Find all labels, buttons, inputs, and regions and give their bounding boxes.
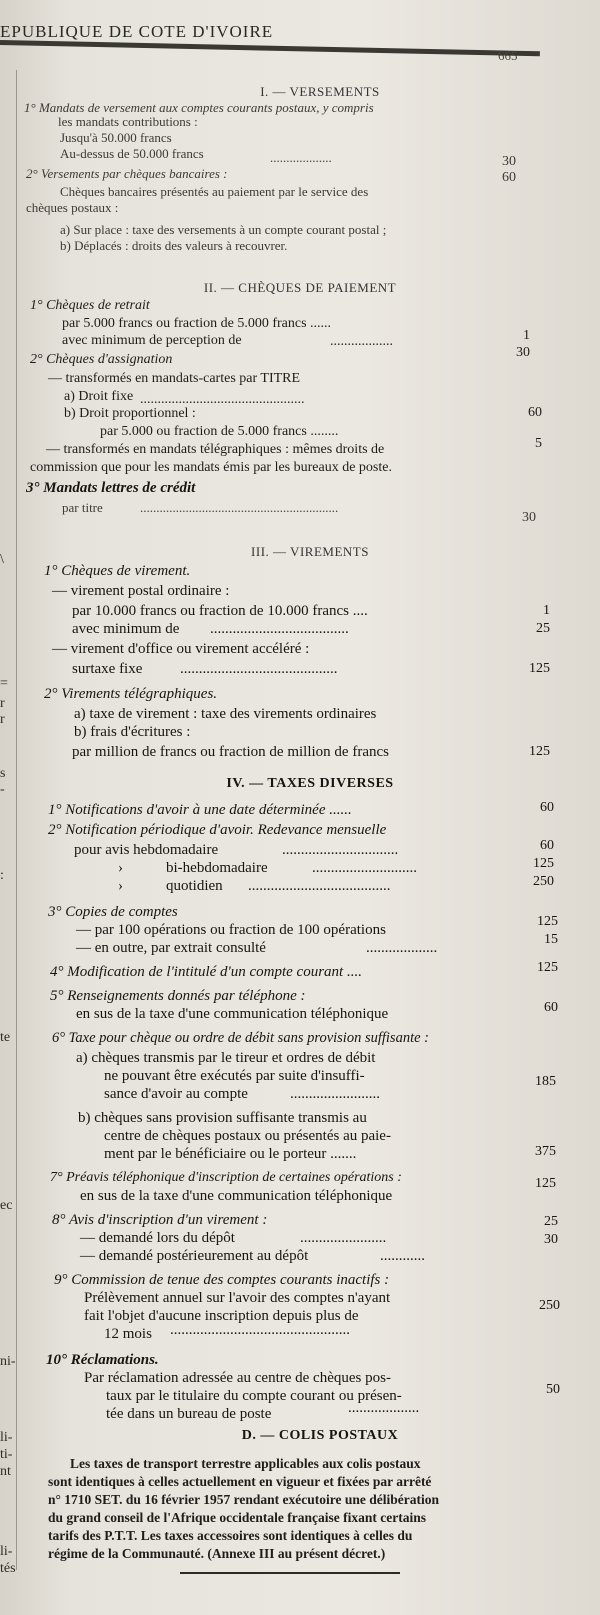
leader-dots: ........................ xyxy=(290,1086,380,1102)
paragraph-line: tarifs des P.T.T. Les taxes accessoires sont identiques à celles du xyxy=(48,1528,413,1543)
closing-rule xyxy=(180,1572,400,1574)
leader-dots: ....................... xyxy=(300,1230,387,1246)
text-line: 1° Mandats de versement aux comptes courants postaux, y compris xyxy=(24,100,374,115)
text-line: b) Droit proportionnel : xyxy=(64,406,196,421)
margin-fragment: r xyxy=(0,712,5,727)
text-line: 9° Commission de tenue des comptes courants inactifs : xyxy=(54,1272,390,1288)
bullet-mark: › xyxy=(118,878,123,894)
paragraph-line: sont identiques à celles actuellement en vigueur et fixées par arrêté xyxy=(48,1474,432,1489)
text-line: ne pouvant être exécutés par suite d'insuffi- xyxy=(104,1068,365,1084)
leader-dots: ............................... xyxy=(282,842,399,858)
text-line: — demandé postérieurement au dépôt xyxy=(80,1248,309,1264)
tariff-value: 60 xyxy=(540,800,554,815)
margin-fragment: nt xyxy=(0,1464,11,1479)
section-title-cheques-paiement: II. — CHÈQUES DE PAIEMENT xyxy=(203,280,397,295)
paragraph-line: n° 1710 SET. du 16 février 1957 rendant exécutoire une délibération xyxy=(48,1492,440,1507)
text-line: Au-dessus de 50.000 francs xyxy=(60,146,204,161)
text-line: 2° Versements par chèques bancaires : xyxy=(26,166,228,181)
text-line: Prélèvement annuel sur l'avoir des comptes n'ayant xyxy=(84,1290,391,1306)
tariff-value: 30 xyxy=(502,154,516,169)
text-line: par 10.000 francs ou fraction de 10.000 francs .... xyxy=(72,603,368,619)
text-line: 5° Renseignements donnés par téléphone : xyxy=(50,988,306,1004)
leader-dots: .......................................... xyxy=(180,661,338,677)
text-line: en sus de la taxe d'une communication téléphonique xyxy=(76,1006,389,1022)
text-line: a) Sur place : taxe des versements à un compte courant postal ; xyxy=(60,222,387,237)
text-line: ment par le bénéficiaire ou le porteur ....... xyxy=(104,1146,357,1162)
text-line: — virement d'office ou virement accéléré : xyxy=(52,641,310,657)
tariff-value: 60 xyxy=(502,170,516,185)
bullet-mark: › xyxy=(118,860,123,876)
text-line: pour avis hebdomadaire xyxy=(74,842,219,858)
leader-dots: ................................................ xyxy=(170,1322,350,1338)
text-line: 10° Réclamations. xyxy=(46,1352,159,1368)
text-line: bi-hebdomadaire xyxy=(166,860,268,876)
tariff-value: 125 xyxy=(529,661,550,676)
text-line: 3° Copies de comptes xyxy=(48,904,178,920)
tariff-value: 30 xyxy=(522,510,536,525)
text-line: — demandé lors du dépôt xyxy=(80,1230,235,1246)
text-line: centre de chèques postaux ou présentés au paie- xyxy=(104,1128,391,1144)
leader-dots: ..................................... xyxy=(210,621,349,637)
text-line: par million de francs ou fraction de million de francs xyxy=(72,744,389,760)
text-line: a) Droit fixe xyxy=(64,389,134,404)
tariff-value: 1 xyxy=(523,328,530,343)
text-line: les mandats contributions : xyxy=(58,114,198,129)
paragraph-line: régime de la Communauté. (Annexe III au présent décret.) xyxy=(48,1546,386,1561)
tariff-value: 30 xyxy=(544,1232,558,1247)
text-line: surtaxe fixe xyxy=(72,661,143,677)
text-line: — par 100 opérations ou fraction de 100 opérations xyxy=(76,922,386,938)
text-line: 12 mois xyxy=(104,1326,152,1342)
text-line: — en outre, par extrait consulté xyxy=(76,940,266,956)
tariff-value: 25 xyxy=(536,621,550,636)
tariff-value: 125 xyxy=(535,1176,556,1191)
leader-dots: ............................................................. xyxy=(140,500,339,515)
text-line: — virement postal ordinaire : xyxy=(52,583,230,599)
section-title-virements: III. — VIREMENTS xyxy=(251,544,369,559)
header-rule xyxy=(0,40,540,56)
tariff-value: 25 xyxy=(544,1214,558,1229)
tariff-value: 125 xyxy=(529,744,550,759)
margin-fragment: : xyxy=(0,868,4,883)
paragraph-line: du grand conseil de l'Afrique occidentale française fixant certains xyxy=(48,1510,426,1525)
leader-dots: .................. xyxy=(330,334,393,349)
text-line: 2° Chèques d'assignation xyxy=(30,352,173,367)
margin-fragment: ec xyxy=(0,1198,13,1213)
text-line: b) Déplacés : droits des valeurs à recouvrer. xyxy=(60,238,288,253)
margin-fragment: ni- xyxy=(0,1354,16,1369)
text-line: par 5.000 ou fraction de 5.000 francs ........ xyxy=(100,424,339,439)
tariff-value: 15 xyxy=(544,932,558,947)
page-header: EPUBLIQUE DE COTE D'IVOIRE xyxy=(0,22,274,41)
text-line: 8° Avis d'inscription d'un virement : xyxy=(52,1212,268,1228)
leader-dots: ................... xyxy=(366,940,438,956)
page-number: 665 xyxy=(498,48,518,63)
tariff-value: 250 xyxy=(533,874,554,889)
leader-dots: ................... xyxy=(270,150,332,165)
leader-dots: ............................ xyxy=(312,860,417,876)
margin-fragment: li- xyxy=(0,1544,13,1559)
section-title-taxes-diverses: IV. — TAXES DIVERSES xyxy=(226,776,394,791)
text-line: 1° Chèques de retrait xyxy=(30,298,150,313)
text-line: taux par le titulaire du compte courant ou présen- xyxy=(106,1388,402,1404)
text-line: 1° Chèques de virement. xyxy=(44,563,191,579)
text-line: 2° Notification périodique d'avoir. Redevance mensuelle xyxy=(48,822,387,838)
text-line: b) frais d'écritures : xyxy=(74,724,191,740)
text-line: avec minimum de xyxy=(72,621,180,637)
text-line: 6° Taxe pour chèque ou ordre de débit sans provision suffisante : xyxy=(52,1030,429,1046)
text-line: quotidien xyxy=(166,878,223,894)
leader-dots: ............................................... xyxy=(140,392,305,407)
tariff-value: 250 xyxy=(539,1298,560,1313)
margin-fragment: ti- xyxy=(0,1447,13,1462)
margin-fragment: s xyxy=(0,766,6,781)
text-line: 3° Mandats lettres de crédit xyxy=(26,480,196,496)
section-title-versements: I. — VERSEMENTS xyxy=(260,84,380,99)
tariff-value: 125 xyxy=(537,960,558,975)
text-line: 1° Notifications d'avoir à une date déterminée ...... xyxy=(48,802,352,818)
margin-fragment: = xyxy=(0,676,8,691)
text-line: par titre xyxy=(62,500,103,515)
text-line: sance d'avoir au compte xyxy=(104,1086,248,1102)
tariff-value: 60 xyxy=(544,1000,558,1015)
tariff-value: 60 xyxy=(540,838,554,853)
text-line: tée dans un bureau de poste xyxy=(106,1406,272,1422)
tariff-value: 30 xyxy=(516,345,530,360)
tariff-value: 185 xyxy=(535,1074,556,1089)
text-line: a) chèques transmis par le tireur et ordres de débit xyxy=(76,1050,376,1066)
margin-fragment: te xyxy=(0,1030,11,1045)
text-line: b) chèques sans provision suffisante transmis au xyxy=(78,1110,367,1126)
tariff-value: 125 xyxy=(537,914,558,929)
tariff-value: 60 xyxy=(528,405,542,420)
text-line: a) taxe de virement : taxe des virements ordinaires xyxy=(74,706,377,722)
text-line: — transformés en mandats-cartes par TITRE xyxy=(48,371,301,386)
leader-dots: ............ xyxy=(380,1248,425,1264)
text-line: fait l'objet d'aucune inscription depuis plus de xyxy=(84,1308,359,1324)
margin-fragment: li- xyxy=(0,1430,13,1445)
margin-fragment: \ xyxy=(0,552,4,567)
tariff-value: 125 xyxy=(533,856,554,871)
leader-dots: ...................................... xyxy=(248,878,391,894)
section-title-colis-postaux: D. — COLIS POSTAUX xyxy=(241,1428,399,1443)
text-line: en sus de la taxe d'une communication téléphonique xyxy=(80,1188,393,1204)
tariff-value: 375 xyxy=(535,1144,556,1159)
tariff-value: 5 xyxy=(535,436,542,451)
text-line: — transformés en mandats télégraphiques : mêmes droits de xyxy=(46,442,385,457)
text-line: commission que pour les mandats émis par les bureaux de poste. xyxy=(30,460,392,475)
text-line: chèques postaux : xyxy=(26,200,119,215)
text-line: avec minimum de perception de xyxy=(62,333,242,348)
tariff-value: 50 xyxy=(546,1382,560,1397)
margin-fragment: - xyxy=(0,782,5,797)
text-line: 4° Modification de l'intitulé d'un compte courant .... xyxy=(50,964,362,980)
leader-dots: ................... xyxy=(348,1400,420,1416)
text-line: Jusqu'à 50.000 francs xyxy=(60,130,172,145)
paragraph-line: Les taxes de transport terrestre applicables aux colis postaux xyxy=(70,1456,421,1471)
text-line: par 5.000 francs ou fraction de 5.000 francs ...... xyxy=(62,316,332,331)
margin-fragment: r xyxy=(0,696,5,711)
text-line: Par réclamation adressée au centre de chèques pos- xyxy=(84,1370,391,1386)
tariff-value: 1 xyxy=(543,603,550,618)
text-line: 7° Préavis téléphonique d'inscription de certaines opérations : xyxy=(50,1170,402,1185)
text-line: 2° Virements télégraphiques. xyxy=(44,686,218,702)
text-line: Chèques bancaires présentés au paiement par le service des xyxy=(60,184,369,199)
margin-fragment: tés xyxy=(0,1561,16,1576)
